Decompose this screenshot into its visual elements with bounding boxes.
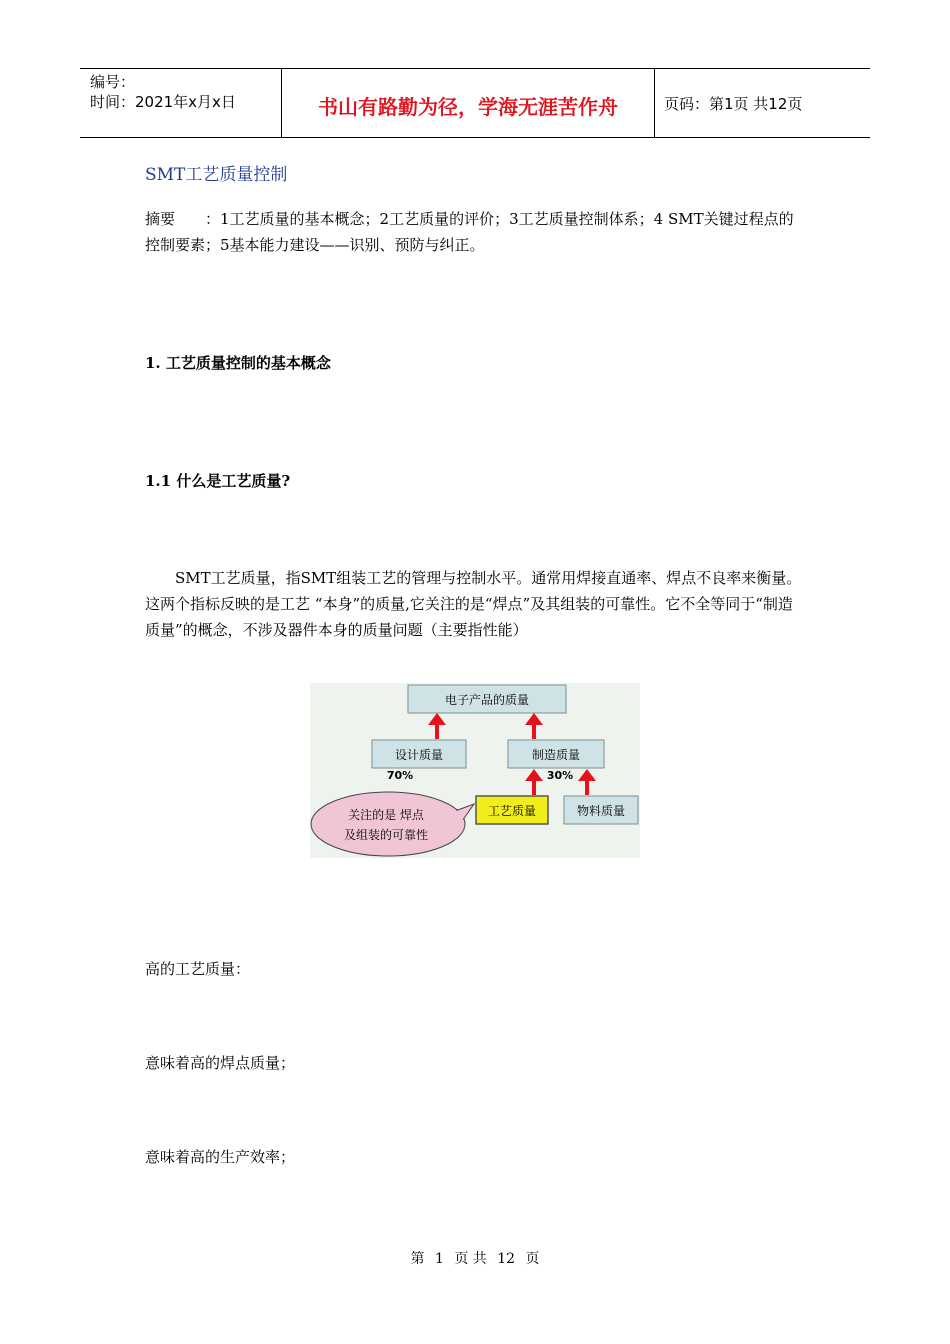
page-header [80, 68, 870, 138]
design-box-label: 设计质量 [394, 748, 444, 762]
mfg-box-label: 制造质量 [531, 748, 581, 762]
section-heading-1: 1. 工艺质量控制的基本概念 [145, 354, 331, 372]
motto: 书山有路勤为径，学海无涯苦作舟 [318, 95, 618, 119]
text-line-3: 意味着高的生产效率； [145, 1148, 296, 1166]
header-left-cell [80, 69, 280, 137]
process-box-label: 工艺质量 [487, 804, 537, 818]
callout-line-1: 关注的是 焊点 [348, 808, 424, 822]
footer-suffix: 页 [525, 1251, 540, 1267]
footer-middle: 页 共 [454, 1251, 487, 1267]
time-label: 时间：2021年x月x日 [90, 93, 236, 111]
header-motto-cell [281, 69, 655, 137]
text-line-1: 高的工艺质量： [145, 960, 251, 978]
section-heading-1-1: 1.1 什么是工艺质量? [145, 472, 291, 490]
callout-line-2: 及组装的可靠性 [343, 828, 429, 842]
top-box-label: 电子产品的质量 [444, 693, 530, 707]
number-label: 编号： [90, 73, 136, 91]
footer-prefix: 第 [410, 1251, 425, 1267]
page-info: 页码：第1页 共12页 [664, 95, 803, 113]
footer-page-number: 1 [434, 1251, 444, 1267]
header-page-cell [654, 69, 870, 137]
design-percent: 70% [386, 769, 414, 782]
material-box-label: 物料质量 [576, 804, 626, 818]
page-footer [0, 1248, 950, 1268]
quality-diagram [310, 683, 640, 858]
footer-total-pages: 12 [497, 1251, 516, 1267]
text-line-2: 意味着高的焊点质量； [145, 1054, 296, 1072]
document-title: SMT工艺质量控制 [145, 165, 288, 185]
abstract: 摘要 ：1工艺质量的基本概念；2工艺质量的评价；3工艺质量控制体系；4 SMT关键过程点的控制要素；5基本能力建设——识别、预防与纠正。 [145, 210, 794, 254]
mfg-percent: 30% [546, 769, 574, 782]
body-paragraph: SMT工艺质量，指SMT组装工艺的管理与控制水平。通常用焊接直通率、焊点不良率来衡量。这两个指标反映的是工艺 “本身”的质量,它关注的是“焊点”及其组装的可靠性。它不全等同于“制造质量”的概念，不涉及器件本身的质量问题（主要指性能） [145, 569, 802, 639]
